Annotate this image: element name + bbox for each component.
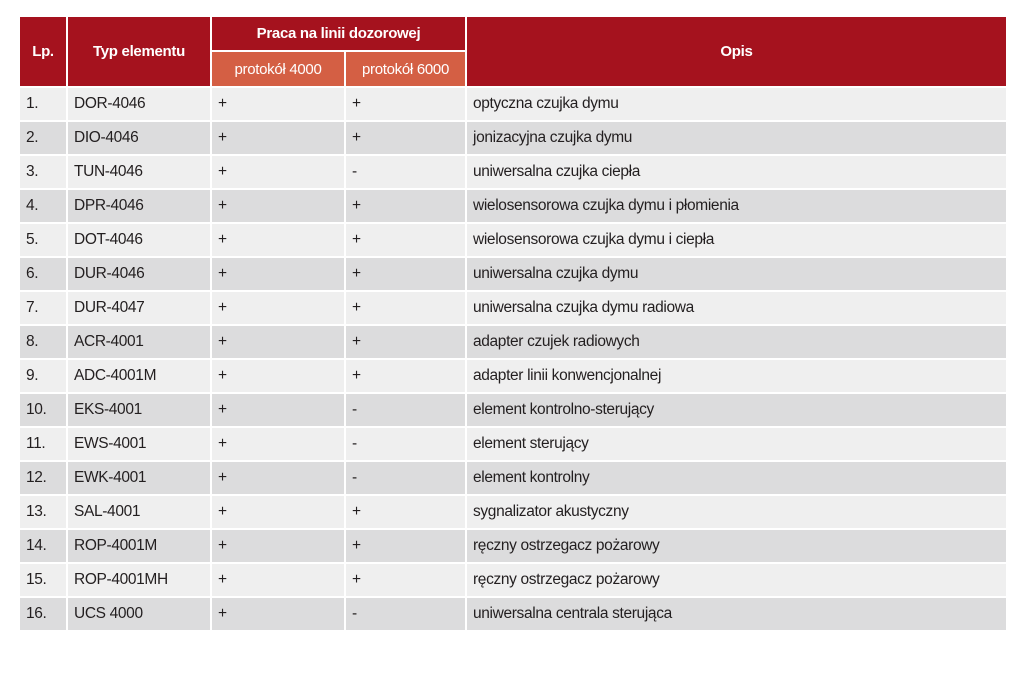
cell-typ-elementu: EWK-4001 <box>67 461 211 495</box>
cell-typ-elementu: ROP-4001MH <box>67 563 211 597</box>
cell-lp: 7. <box>19 291 67 325</box>
cell-protokol-4000: + <box>211 461 345 495</box>
cell-protokol-6000: - <box>345 597 466 631</box>
cell-protokol-4000: + <box>211 121 345 155</box>
cell-protokol-6000: + <box>345 121 466 155</box>
cell-opis: wielosensorowa czujka dymu i ciepła <box>466 223 1007 257</box>
cell-opis: uniwersalna czujka dymu radiowa <box>466 291 1007 325</box>
cell-protokol-6000: + <box>345 529 466 563</box>
cell-protokol-4000: + <box>211 563 345 597</box>
table-body <box>19 87 1007 631</box>
cell-protokol-6000: - <box>345 427 466 461</box>
cell-lp: 1. <box>19 87 67 121</box>
cell-typ-elementu: EKS-4001 <box>67 393 211 427</box>
cell-typ-elementu: DUR-4046 <box>67 257 211 291</box>
cell-protokol-4000: + <box>211 597 345 631</box>
cell-opis: element sterujący <box>466 427 1007 461</box>
table-row <box>19 87 1007 121</box>
cell-typ-elementu: DOR-4046 <box>67 87 211 121</box>
cell-opis: adapter linii konwencjonalnej <box>466 359 1007 393</box>
cell-protokol-4000: + <box>211 359 345 393</box>
cell-typ-elementu: ADC-4001M <box>67 359 211 393</box>
table-row <box>19 393 1007 427</box>
cell-opis: ręczny ostrzegacz pożarowy <box>466 529 1007 563</box>
table-row <box>19 359 1007 393</box>
table-row <box>19 495 1007 529</box>
cell-protokol-4000: + <box>211 393 345 427</box>
cell-protokol-6000: + <box>345 189 466 223</box>
cell-protokol-4000: + <box>211 427 345 461</box>
elements-table <box>18 15 1008 632</box>
cell-protokol-4000: + <box>211 529 345 563</box>
table-row <box>19 461 1007 495</box>
cell-typ-elementu: EWS-4001 <box>67 427 211 461</box>
cell-protokol-4000: + <box>211 189 345 223</box>
cell-protokol-6000: + <box>345 495 466 529</box>
cell-lp: 9. <box>19 359 67 393</box>
cell-lp: 16. <box>19 597 67 631</box>
cell-typ-elementu: SAL-4001 <box>67 495 211 529</box>
cell-protokol-4000: + <box>211 223 345 257</box>
table-row <box>19 563 1007 597</box>
table-row <box>19 223 1007 257</box>
cell-opis: element kontrolny <box>466 461 1007 495</box>
cell-lp: 15. <box>19 563 67 597</box>
cell-lp: 14. <box>19 529 67 563</box>
cell-typ-elementu: UCS 4000 <box>67 597 211 631</box>
cell-typ-elementu: ACR-4001 <box>67 325 211 359</box>
cell-protokol-4000: + <box>211 291 345 325</box>
cell-protokol-6000: + <box>345 223 466 257</box>
cell-lp: 5. <box>19 223 67 257</box>
header-praca-na-linii: Praca na linii dozorowej <box>211 16 466 51</box>
cell-protokol-4000: + <box>211 87 345 121</box>
cell-lp: 4. <box>19 189 67 223</box>
header-opis: Opis <box>466 16 1007 87</box>
table-row <box>19 257 1007 291</box>
cell-protokol-6000: + <box>345 563 466 597</box>
cell-protokol-6000: + <box>345 257 466 291</box>
table-row <box>19 325 1007 359</box>
cell-lp: 11. <box>19 427 67 461</box>
cell-protokol-6000: + <box>345 359 466 393</box>
table-row <box>19 121 1007 155</box>
cell-typ-elementu: DUR-4047 <box>67 291 211 325</box>
cell-protokol-6000: + <box>345 325 466 359</box>
header-typ-elementu: Typ elementu <box>67 16 211 87</box>
cell-typ-elementu: DOT-4046 <box>67 223 211 257</box>
cell-typ-elementu: DPR-4046 <box>67 189 211 223</box>
table-container <box>18 15 1006 632</box>
cell-typ-elementu: ROP-4001M <box>67 529 211 563</box>
cell-protokol-6000: + <box>345 87 466 121</box>
table-row <box>19 597 1007 631</box>
cell-lp: 13. <box>19 495 67 529</box>
cell-protokol-4000: + <box>211 325 345 359</box>
cell-lp: 10. <box>19 393 67 427</box>
cell-typ-elementu: TUN-4046 <box>67 155 211 189</box>
table-row <box>19 291 1007 325</box>
cell-lp: 12. <box>19 461 67 495</box>
cell-opis: optyczna czujka dymu <box>466 87 1007 121</box>
table-row <box>19 529 1007 563</box>
cell-opis: uniwersalna czujka dymu <box>466 257 1007 291</box>
cell-protokol-4000: + <box>211 155 345 189</box>
header-protokol-4000: protokół 4000 <box>211 51 345 87</box>
cell-opis: wielosensorowa czujka dymu i płomienia <box>466 189 1007 223</box>
cell-protokol-6000: - <box>345 155 466 189</box>
cell-opis: element kontrolno-sterujący <box>466 393 1007 427</box>
cell-protokol-6000: - <box>345 393 466 427</box>
cell-opis: jonizacyjna czujka dymu <box>466 121 1007 155</box>
cell-lp: 8. <box>19 325 67 359</box>
cell-opis: ręczny ostrzegacz pożarowy <box>466 563 1007 597</box>
cell-lp: 6. <box>19 257 67 291</box>
cell-opis: uniwersalna centrala sterująca <box>466 597 1007 631</box>
cell-lp: 3. <box>19 155 67 189</box>
cell-protokol-6000: + <box>345 291 466 325</box>
table-row <box>19 427 1007 461</box>
cell-protokol-6000: - <box>345 461 466 495</box>
table-header <box>19 16 1007 87</box>
cell-opis: adapter czujek radiowych <box>466 325 1007 359</box>
cell-typ-elementu: DIO-4046 <box>67 121 211 155</box>
cell-protokol-4000: + <box>211 257 345 291</box>
table-row <box>19 189 1007 223</box>
header-protokol-6000: protokół 6000 <box>345 51 466 87</box>
table-row <box>19 155 1007 189</box>
cell-opis: uniwersalna czujka ciepła <box>466 155 1007 189</box>
cell-opis: sygnalizator akustyczny <box>466 495 1007 529</box>
header-lp: Lp. <box>19 16 67 87</box>
cell-lp: 2. <box>19 121 67 155</box>
cell-protokol-4000: + <box>211 495 345 529</box>
